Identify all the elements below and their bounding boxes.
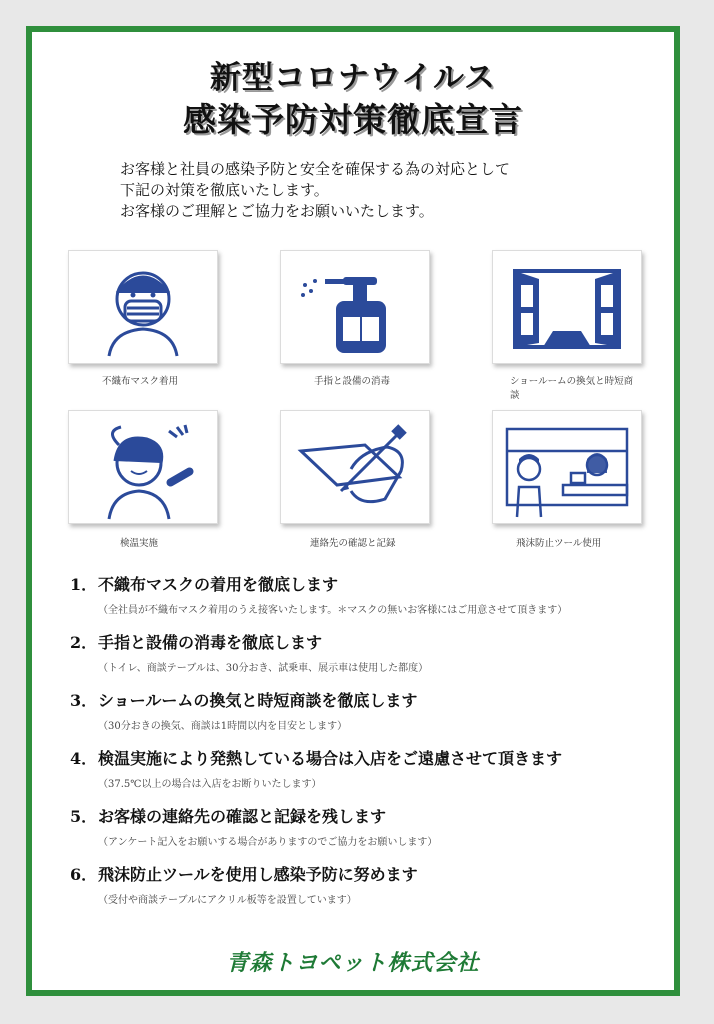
measure-title: 飛沫防止ツールを使用し感染予防に努めます <box>98 865 418 884</box>
writing-hand-icon <box>280 410 430 524</box>
measure-note: （全社員が不織布マスク着用のうえ接客いたします。＊マスクの無いお客様にはご用意させて頂きます） <box>98 605 568 616</box>
measure-number: 6． <box>70 865 98 884</box>
intro-line: お客様と社員の感染予防と安全を確保する為の対応として <box>120 160 511 178</box>
intro-text <box>120 159 640 222</box>
caption-splash-guard: 飛沫防止ツール使用 <box>516 538 602 549</box>
measure-title: お客様の連絡先の確認と記録を残します <box>98 807 387 826</box>
open-window-icon <box>492 250 642 364</box>
measure-number: 3． <box>70 691 98 710</box>
list-item <box>70 746 670 804</box>
measure-note: （30分おきの換気、商談は1時間以内を目安とします） <box>98 721 348 732</box>
measure-heading <box>70 862 670 885</box>
list-item <box>70 572 670 630</box>
measure-title: 検温実施により発熱している場合は入店をご遠慮させて頂きます <box>98 749 563 768</box>
poster-frame <box>26 26 680 996</box>
title-line-1: 新型コロナウイルス <box>209 60 497 96</box>
measure-heading <box>70 804 670 827</box>
intro-line: 下記の対策を徹底いたします。 <box>120 181 329 199</box>
measure-title: 手指と設備の消毒を徹底します <box>98 633 323 652</box>
sanitizer-bottle-icon <box>280 250 430 364</box>
title-line-2: 感染予防対策徹底宣言 <box>183 100 523 139</box>
caption-sanitize: 手指と設備の消毒 <box>314 376 391 387</box>
measure-note: （アンケート記入をお願いする場合がありますのでご協力をお願いします） <box>98 837 438 848</box>
intro-line: お客様のご理解とご協力をお願いいたします。 <box>120 202 434 220</box>
measure-heading <box>70 688 670 711</box>
measures-list <box>70 572 670 920</box>
measure-heading <box>70 630 670 653</box>
measure-note: （受付や商談テーブルにアクリル板等を設置しています） <box>98 895 357 906</box>
list-item <box>70 630 670 688</box>
measure-title: ショールームの換気と時短商談を徹底します <box>98 691 418 710</box>
caption-mask: 不織布マスク着用 <box>102 376 179 387</box>
acrylic-partition-icon <box>492 410 642 524</box>
mask-person-icon <box>68 250 218 364</box>
measure-number: 5． <box>70 807 98 826</box>
measure-heading <box>70 746 670 769</box>
measure-note: （37.5℃以上の場合は入店をお断りいたします） <box>98 779 322 790</box>
list-item <box>70 862 670 920</box>
measure-number: 4． <box>70 749 98 768</box>
measure-title: 不織布マスクの着用を徹底します <box>98 575 339 594</box>
measure-number: 2． <box>70 633 98 652</box>
fever-thermometer-icon <box>68 410 218 524</box>
measure-note: （トイレ、商談テーブルは、30分おき、試乗車、展示車は使用した都度） <box>98 663 429 674</box>
company-logo: 青森トヨペット株式会社 <box>226 951 480 976</box>
list-item <box>70 804 670 862</box>
list-item <box>70 688 670 746</box>
caption-contact: 連絡先の確認と記録 <box>310 538 396 549</box>
caption-temperature: 検温実施 <box>120 538 159 549</box>
caption-ventilation: ショールームの換気と時短商談 <box>510 376 634 401</box>
measure-number: 1． <box>70 575 98 594</box>
poster-body <box>32 32 674 990</box>
measure-heading <box>70 572 670 595</box>
